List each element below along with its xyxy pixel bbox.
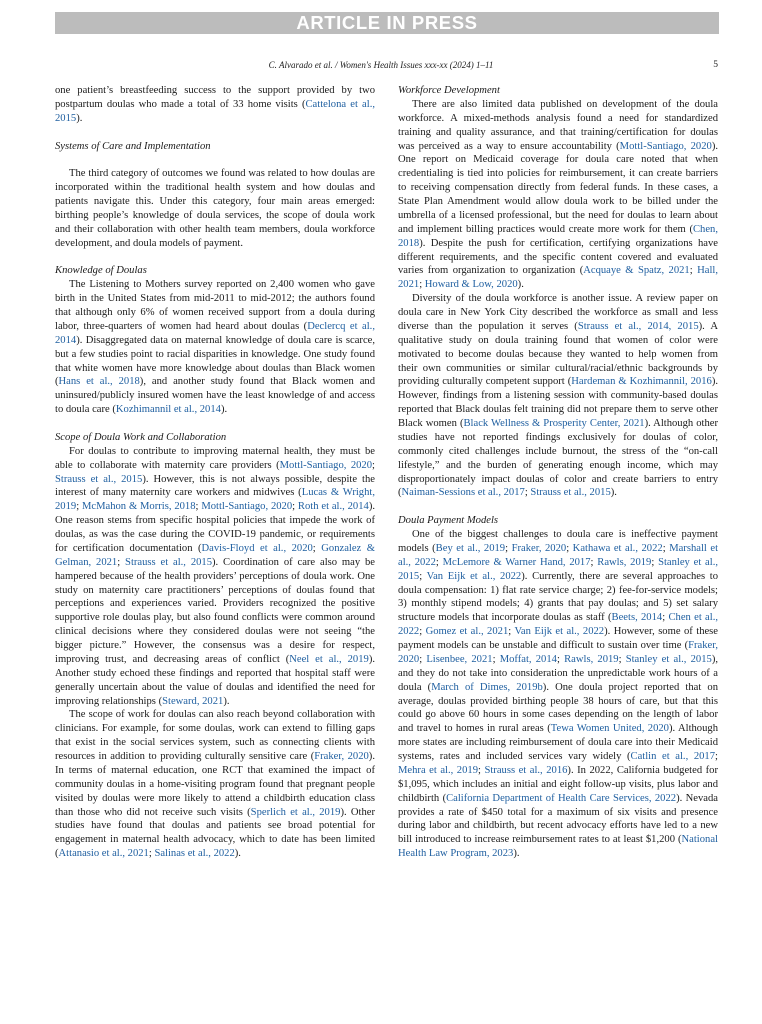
citation-link[interactable]: Marshall et al., 2022 [398,542,719,568]
text-run: ; [508,626,515,638]
paragraph [55,708,375,861]
text-run: The Listening to Mothers survey reported on 2,400 women who gave birth in the United States from mid-2011 to mid-2012; the authors found that although only 6% of women received support from a doula during labor, three-quarters of women had heard about doulas ( [55,279,375,332]
text-run: ), and they do not take into consideration the unpredictable work hours of a doula ( [398,653,719,693]
text-run: ; [662,542,670,554]
text-run: ; [689,265,698,277]
text-run: For doulas to contribute to improving maternal health, they must be able to collaborate with maternity care providers ( [55,445,375,471]
text-run: ). Although more states are including reimbursement of doula care into their Medicaid systems, rates and included services vary widely ( [398,723,718,762]
citation-link[interactable]: Fraker, 2020 [398,640,718,665]
citation-link[interactable]: Kozhimannil et al., 2014 [115,404,221,416]
citation-link[interactable]: Declercq et al., 2014 [55,320,375,346]
text-run: The scope of work for doulas can also reach beyond collaboration with clinicians. For example, for some doulas, work can extend to filling gaps that exist in the social services system, such as connecting clients with resources in addition to providing culturally sensitive care ( [55,709,375,762]
citation-link[interactable]: Strauss et al., 2015 [55,473,143,485]
text-run: ; [478,764,485,776]
text-run: ), and another study found that Black women and uninsured/publicly insured women have the least knowledge of and access to doula care ( [55,376,375,416]
citation-link[interactable]: Fraker, 2020 [511,542,567,554]
text-run: ). Despite the push for certification, certifying organizations have different requirements, and the specific content covered and evaluated varies from organization to organization ( [398,237,718,277]
text-run: ; [651,556,659,568]
text-run: The third category of outcomes we found was related to how doulas are incorporated within the traditional health system and how doulas and patients navigate this. Under this category, four main areas emerged: birthing people’s knowledge of doula services, the scope of doula work and their collaboration with other health team members, doula workforce development, and doula models of payment. [55,168,375,249]
text-run: Diversity of the doula workforce is another issue. A review paper on doula care in New York City described the workforce as small and less diverse than the population it serves ( [398,293,718,332]
citation-link[interactable]: Mottl-Santiago, 2020 [619,140,712,152]
text-run: ). Coordination of care also may be hampered because of the health providers’ perceptions of doula work. One study on maternity care practitioners’ perceptions of doulas found that perceptions and experiences varied. Providers recognized the positive supportive role doulas play, but also found conflicts were common around clinical decisions where they considered doulas were not seeing “the bigger picture.” However, the consensus was a desire for respect, improving trust, and decreasing areas of conflict ( [55,556,376,665]
text-run: ). [76,112,83,124]
right-column [398,84,718,861]
citation-link[interactable]: Strauss et al., 2014, 2015 [577,320,699,332]
text-run: ). A qualitative study on doula training found that women of color were motivated to become doulas because they wanted to help women from their own communities or similar cultural/racial/ethnic backgrounds by providing culturally competent support ( [398,320,719,388]
citation-link[interactable]: Black Wellness & Prosperity Center, 2021 [463,418,645,429]
text-run: one patient’s breastfeeding success to the support provided by two postpartum doulas who made a total of 33 home visits ( [55,85,375,110]
section-heading: Scope of Doula Work and Collaboration [55,431,227,443]
paragraph [398,292,718,500]
citation-link[interactable]: Chen, 2018 [398,223,718,249]
paragraph [398,98,718,292]
text-run: ; [715,751,718,762]
text-run: ; [556,653,565,665]
paragraph [55,167,375,250]
citation-link[interactable]: McLemore & Warner Hand, 2017 [442,556,591,568]
paragraph [398,528,718,861]
paragraph [55,84,375,126]
page-number: 5 [713,60,718,70]
text-run: ). [220,404,228,416]
citation-link[interactable]: Howard & Low, 2020 [424,279,518,291]
citation-link[interactable]: Chen et al., 2022 [398,612,719,638]
citation-link[interactable]: Naiman-Sessions et al., 2017 [401,487,525,499]
text-run: ). Another study echoed these findings and reported that hospital staff were generally uncertain about the value of doulas and identified the need for improving relationships ( [55,653,376,707]
citation-link[interactable]: Rawls, 2019 [564,653,619,665]
text-run: ). One reason stems from specific hospital policies that impede the work of doulas, as was the case during the COVID-19 pandemic, or requirements for certification documentation ( [55,501,375,554]
text-run: ; [148,848,155,860]
text-run: ; [312,542,322,554]
section-heading: Knowledge of Doulas [55,265,147,277]
citation-link[interactable]: California Department of Health Care Services, 2022 [446,792,677,804]
citation-link[interactable]: Hans et al., 2018 [58,376,140,388]
text-run: ; [618,653,626,665]
citation-link[interactable]: Mehra et al., 2019 [398,764,478,776]
text-run: ). Other studies have found that doulas and patients see broad potential for engagement in maternal health advocacy, which to date has been limited ( [55,806,375,860]
citation-link[interactable]: Sperlich et al., 2019 [250,806,341,818]
text-run: ; [566,542,573,554]
paragraph [55,445,375,709]
text-run: ). [513,848,520,860]
citation-link[interactable]: Van Eijk et al., 2022 [426,570,522,582]
text-run: ; [372,459,375,471]
text-run: ). Disaggregated data on maternal knowledge of doula care is scarce, but a few studies point to racial disparities in knowledge. One study found that white women have more knowledge about doulas than Black women ( [55,334,375,388]
text-run: ; [435,556,443,568]
citation-link[interactable]: Stanley et al., 2015 [398,556,718,582]
text-run: ; [117,556,126,568]
paragraph [55,278,375,417]
citation-link[interactable]: Strauss et al., 2015 [530,487,611,499]
citation-link[interactable]: Acquaye & Spatz, 2021 [583,265,690,277]
text-run: ; [419,653,427,665]
text-run: ). Although other studies have not reported findings exclusively for doulas of color, commonly cited challenges include burnout, the stress of the “on-call lifestyle,” and the burden of generating enough income, which may disproportionately impact doulas of color and create barriers to entry ( [398,418,718,499]
text-run: There are also limited data published on development of the doula workforce. A mixed-methods analysis found a need for standardized training and quality assurance, and that training/certification for doulas was perceived as a way to ensure accountability ( [398,98,718,152]
citation-link[interactable]: Van Eijk et al., 2022 [514,626,605,638]
text-run: One of the biggest challenges to doula care is ineffective payment models ( [398,529,718,554]
citation-link[interactable]: Roth et al., 2014 [297,501,369,513]
section-heading: Systems of Care and Implementation [55,140,211,152]
citation-link[interactable]: Bey et al., 2019 [435,542,506,554]
text-run: ; [590,556,598,568]
text-run: ). [610,487,617,499]
citation-link[interactable]: McMahon & Morris, 2018 [81,501,196,513]
text-run: ; [76,501,82,513]
text-run: ). One report on Medicaid coverage for doula care noted that when credentialing is tied into policies for reimbursement, it can create barriers to receiving compensation directly from federal funds. In these cases, a State Plan Amendment would allow doula work to be billed under the umbrella of a licensed professional, but the need for doulas to learn about and implement billing practices would create more work for them ( [398,140,719,235]
text-run: ; [505,542,512,554]
text-run: ; [662,612,669,624]
text-run: ; [419,279,425,291]
text-run: ; [524,487,531,499]
text-run: ). However, some of these payment models can be unstable and difficult to sustain over time ( [398,626,719,651]
citation-link[interactable]: Tewa Women United, 2020 [550,723,669,735]
text-run: ; [419,626,426,638]
citation-link[interactable]: Gonzalez & Gelman, 2021 [55,542,375,568]
text-run: ). However, findings from a listening session with community-based doulas reported that Black doulas felt training did not prepare them to serve other Black women ( [398,376,718,429]
text-run: ). In terms of maternal education, one RCT that examined the impact of community doulas in a home-visiting program found that pregnant people visited by doulas were more likely to attend a childbirth education class than those who did not receive such visits ( [55,751,375,818]
text-run: ; [292,501,298,513]
text-run: ). However, this is not always possible, despite the interest of many maternity care workers and midwives ( [55,473,375,499]
citation-link[interactable]: Strauss et al., 2015 [125,556,213,568]
citation-link[interactable]: National Health Law Program, 2023 [398,834,718,860]
text-run: ). One doula project reported that on average, doulas provided birthing people 38 hours of care, but that this could go above 60 hours in some cases depending on the length of labor and travel to homes in rural areas ( [398,681,719,735]
citation-link[interactable]: Attanasio et al., 2021 [58,848,149,860]
citation-link[interactable]: Gomez et al., 2021 [425,626,509,638]
citation-link[interactable]: Kathawa et al., 2022 [572,542,663,554]
citation-link[interactable]: Fraker, 2020 [314,751,369,762]
text-run: ). [223,695,230,707]
text-run: ; [492,653,500,665]
citation-link[interactable]: Catlin et al., 2017 [630,751,716,762]
citation-link[interactable]: Mottl-Santiago, 2020 [201,501,293,513]
citation-link[interactable]: Salinas et al., 2022 [154,848,235,860]
citation-link[interactable]: Lucas & Wright, 2019 [55,487,375,513]
text-run: ). In 2022, California budgeted for $1,095, which includes an initial and eight follow-up visits, plus labor and childbirth ( [398,764,719,804]
citation-link[interactable]: March of Dimes, 2019b [431,681,543,693]
text-run: ; [419,570,427,582]
text-run: ). Currently, there are several approaches to doula compensation: 1) flat rate service charge; 2) fee-for-service models; 3) monthly stipend models; 4) grants that pay doulas; and 5) set salary structure models that incorporate doulas as staff ( [398,570,719,624]
citation-link[interactable]: Lisenbee, 2021 [426,653,493,665]
citation-link[interactable]: Hall, 2021 [398,265,718,291]
citation-link[interactable]: Davis-Floyd et al., 2020 [201,542,313,554]
citation-link[interactable]: Rawls, 2019 [597,556,652,568]
citation-link[interactable]: Mottl-Santiago, 2020 [279,459,373,471]
running-head: C. Alvarado et al. / Women's Health Issues xxx-xx (2024) 1–11 [268,60,494,70]
citation-link[interactable]: Strauss et al., 2016 [484,764,568,776]
citation-link[interactable]: Neel et al., 2019 [289,653,369,665]
citation-link[interactable]: Beets, 2014 [611,612,663,624]
citation-link[interactable]: Stanley et al., 2015 [625,653,712,665]
article-in-press-banner: ARTICLE IN PRESS [55,12,719,34]
text-run: ). [234,848,241,860]
left-column [55,84,375,861]
text-run: ). [517,279,524,291]
citation-link[interactable]: Cattelona et al., 2015 [55,98,375,124]
citation-link[interactable]: Steward, 2021 [162,695,224,707]
citation-link[interactable]: Hardeman & Kozhimannil, 2016 [571,376,712,388]
text-run: ). Nevada provides a rate of $450 total for a maximum of six visits and presence during labor and childbirth, but recent advocacy efforts have led to a new bill introduced to increase reimbursement rates to at least $1,200 ( [398,792,718,846]
text-run: ; [195,501,202,513]
section-heading: Workforce Development [398,85,500,96]
citation-link[interactable]: Moffat, 2014 [499,653,557,665]
section-heading: Doula Payment Models [398,515,499,527]
